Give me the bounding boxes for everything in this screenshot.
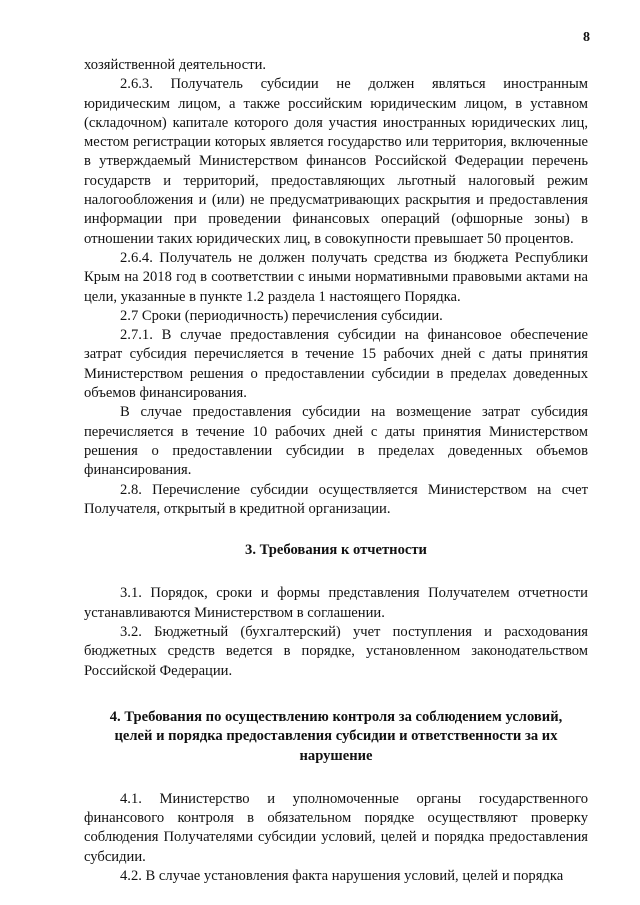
paragraph: 2.6.3. Получатель субсидии не должен являться иностранным юридическим лицом, а также российским юридическим лицом, в уставном (складочном) капитале которого доля участия иностранных юридических лиц, местом регистрации которых является государство или территория, включенные в утверждаемый Министерством финансов Российской Федерации перечень государств и территорий, предоставляющих льготный налоговый режим налогообложения и (или) не предусматривающих раскрытия и предоставления информации при проведении финансовых операций (офшорные зоны) в отношении таких юридических лиц, в совокупности превышает 50 процентов. (84, 76, 588, 247)
paragraph: 2.7 Сроки (периодичность) перечисления субсидии. (120, 307, 443, 324)
section-4-body (84, 790, 588, 886)
paragraph: 3.1. Порядок, сроки и формы представления Получателем отчетности устанавливаются Министерством в соглашении. (84, 585, 588, 621)
paragraph: 4.2. В случае установления факта нарушения условий, целей и порядка (120, 867, 564, 884)
paragraph: 3.2. Бюджетный (бухгалтерский) учет поступления и расходования бюджетных средств ведется в порядке, установленном законодательством Российской Федерации. (84, 624, 588, 679)
page-number: 8 (583, 30, 590, 45)
paragraph: 2.8. Перечисление субсидии осуществляется Министерством на счет Получателя, открытый в кредитной организации. (84, 481, 588, 517)
document-body (84, 56, 588, 886)
section-3-body (84, 584, 588, 680)
paragraph: 4.1. Министерство и уполномоченные органы государственного финансового контроля в обязательном порядке осуществляют проверку соблюдения Получателями субсидии условий, целей и порядка предоставления субсидии. (84, 790, 588, 865)
paragraph: В случае предоставления субсидии на возмещение затрат субсидия перечисляется в течение 10 рабочих дней с даты принятия Министерством решения о предоставлении субсидии в пределах доведенных объемов финансирования. (84, 404, 588, 479)
paragraph-group-intro (84, 56, 588, 519)
section-3-heading: 3. Требования к отчетности (245, 542, 427, 559)
paragraph: 2.6.4. Получатель не должен получать средства из бюджета Республики Крым на 2018 год в соответствии с иными нормативными правовыми актами на цели, указанные в пункте 1.2 раздела 1 настоящего Порядка. (84, 249, 588, 305)
paragraph: хозяйственной деятельности. (84, 57, 267, 73)
section-4-heading: 4. Требования по осуществлению контроля за соблюдением условий, целей и порядка предоставления субсидии и ответственности за их нарушение (109, 708, 563, 764)
paragraph: 2.7.1. В случае предоставления субсидии на финансовое обеспечение затрат субсидия перечисляется в течение 15 рабочих дней с даты принятия Министерством решения о предоставлении субсидии в пределах доведенных объемов финансирования. (84, 327, 588, 402)
